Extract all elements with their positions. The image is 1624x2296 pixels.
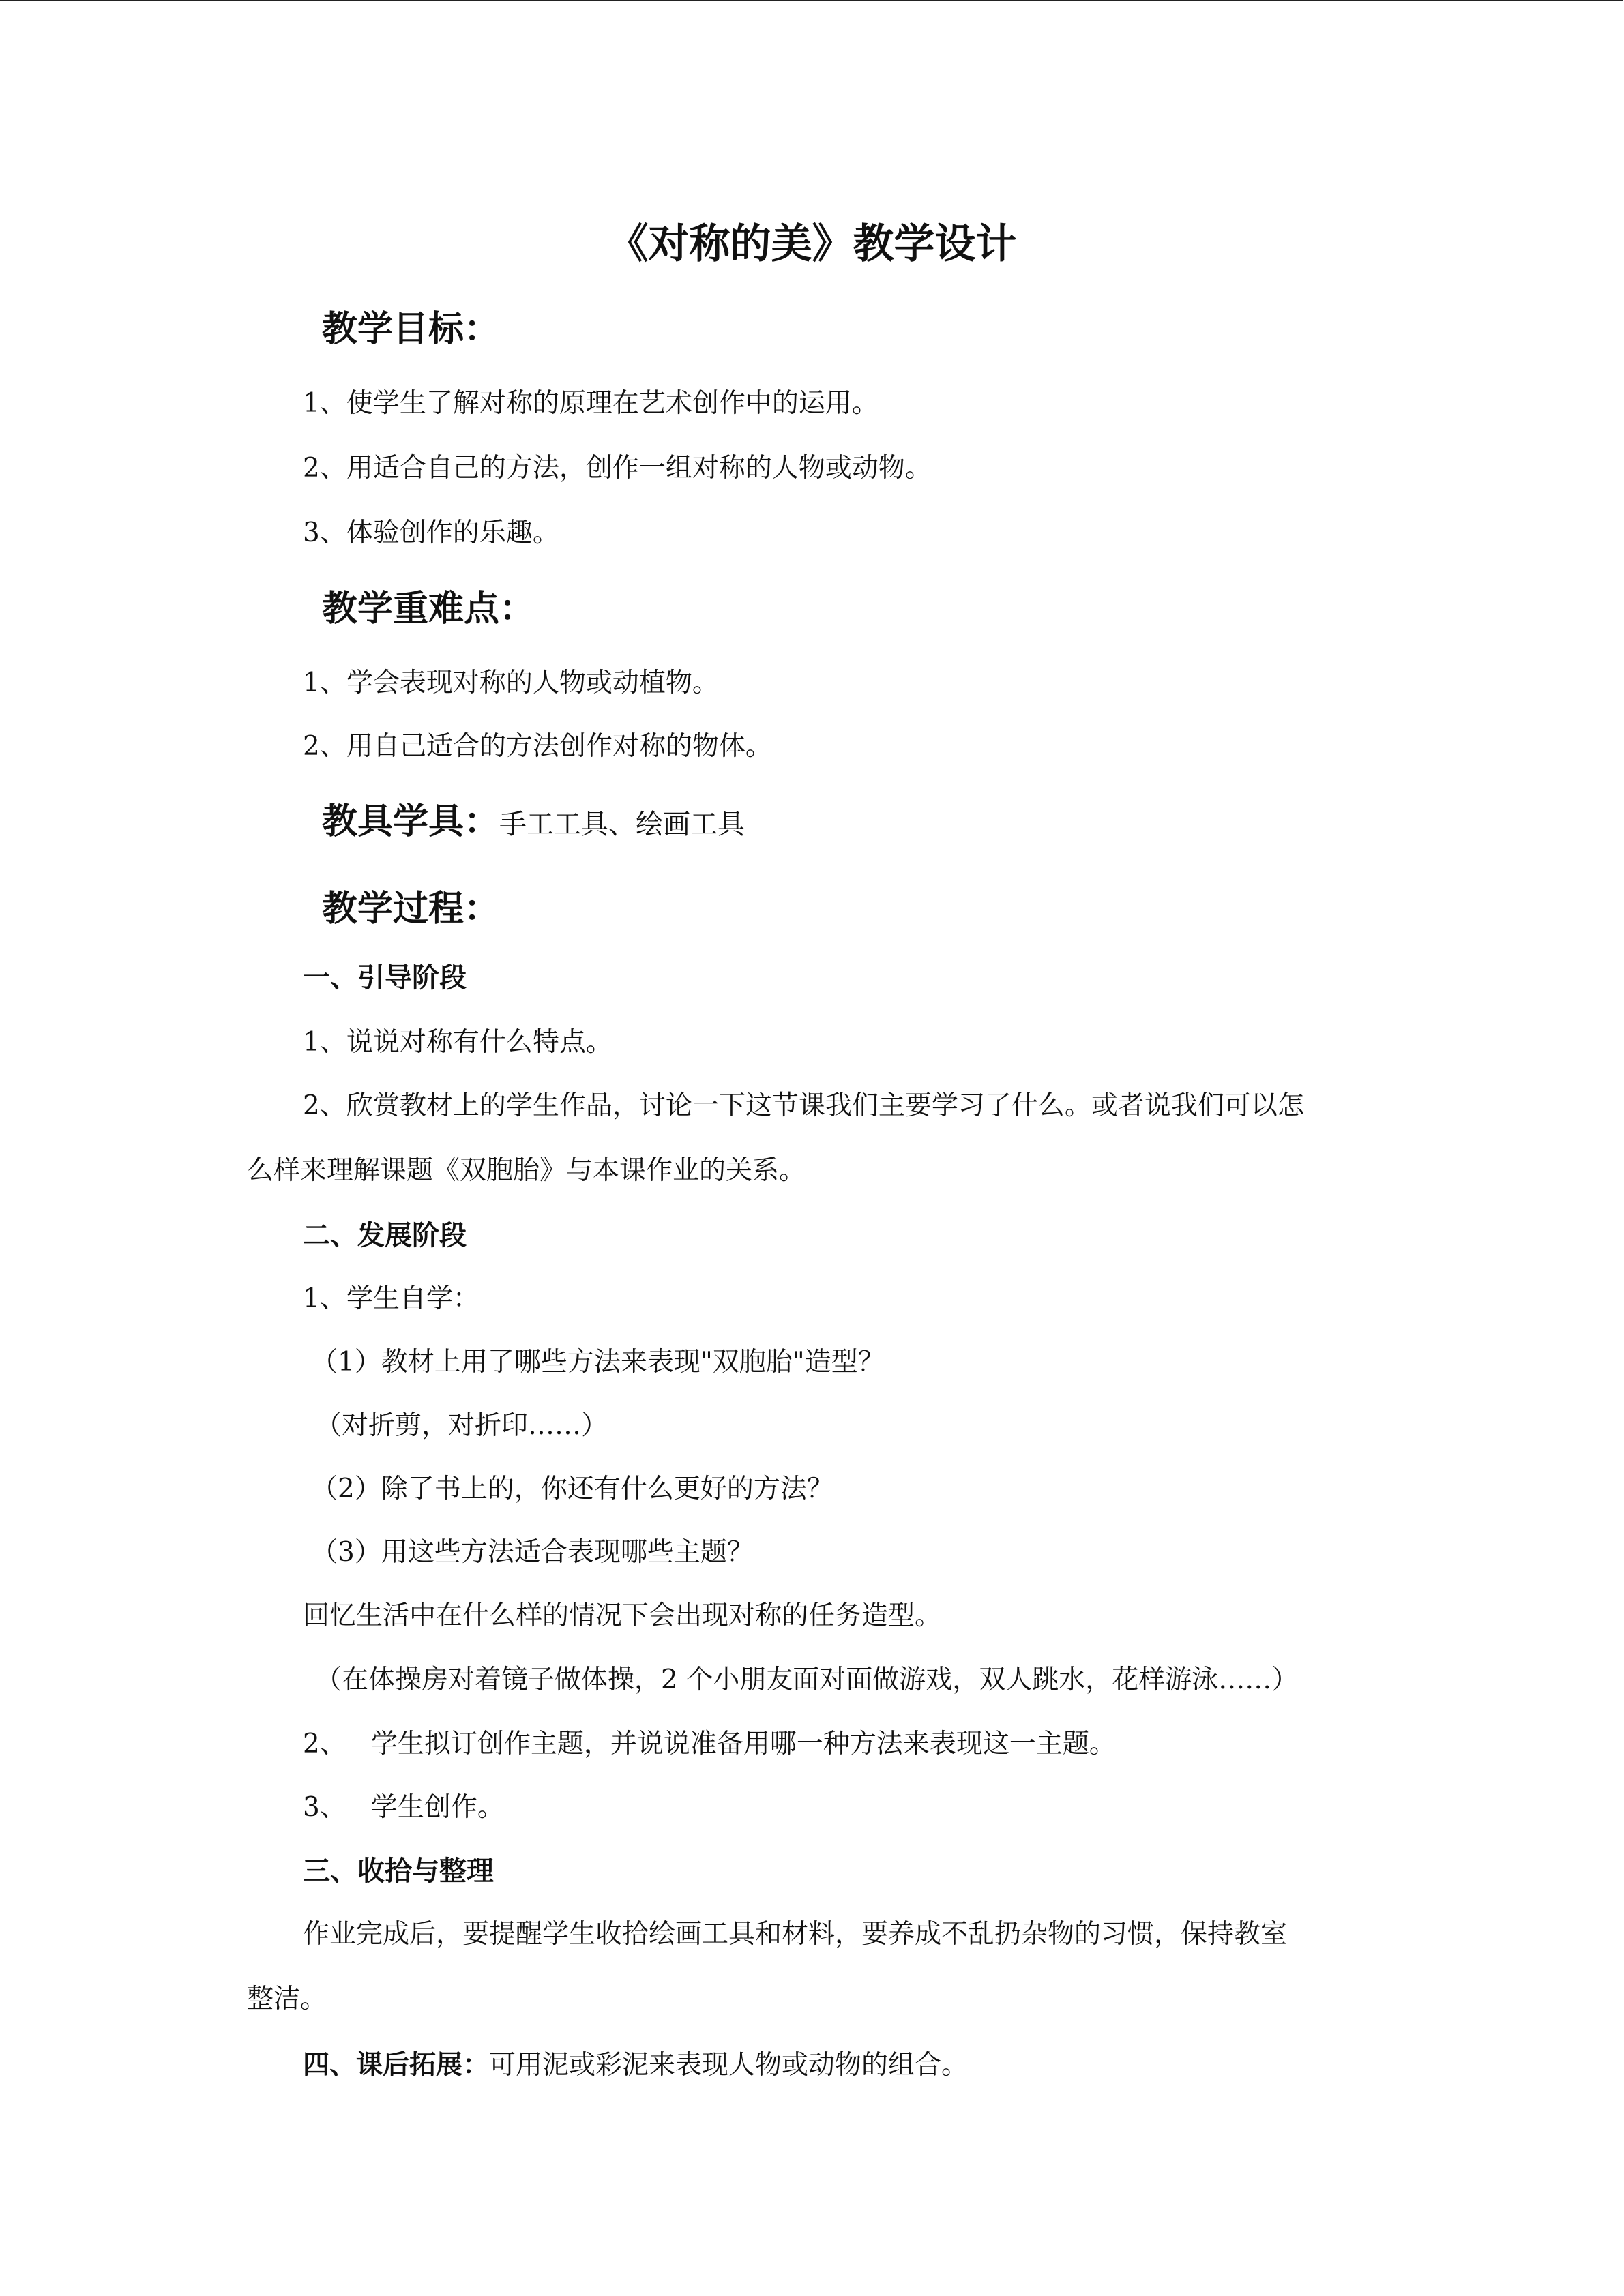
stage2-question-1: （1）教材上用了哪些方法来表现"双胞胎"造型？	[311, 1347, 885, 1377]
key-point-item-1: 1、学会表现对称的人物或动植物。	[303, 668, 719, 698]
objective-item-1: 1、使学生了解对称的原理在艺术创作中的运用。	[303, 388, 879, 419]
process-heading: 教学过程：	[322, 889, 500, 929]
stage2-item-2	[303, 1723, 1116, 1761]
key-points-heading: 教学重难点：	[322, 588, 535, 629]
stage2-recall-example: （在体操房对着镜子做体操，2 个小朋友面对面做游戏，双人跳水，花样游泳……）	[315, 1665, 1299, 1695]
stage1-item-2-line2: 么样来理解课题《双胞胎》与本课作业的关系。	[247, 1155, 806, 1186]
stage3-heading: 三、收拾与整理	[303, 1855, 494, 1887]
objectives-heading: 教学目标：	[322, 309, 500, 350]
stage4-heading: 四、课后拓展：	[303, 2050, 490, 2081]
stage2-item-3-number: 3、	[303, 1792, 346, 1823]
stage2-recall: 回忆生活中在什么样的情况下会出现对称的任务造型。	[303, 1600, 942, 1631]
stage2-heading: 二、发展阶段	[303, 1220, 467, 1251]
stage2-item-3	[303, 1786, 504, 1824]
stage2-item-1: 1、学生自学：	[303, 1283, 479, 1314]
tools-row	[322, 792, 745, 844]
stage4-row	[303, 2044, 968, 2082]
tools-heading: 教具学具：	[322, 801, 500, 842]
stage3-text-line1: 作业完成后，要提醒学生收拾绘画工具和材料，要养成不乱扔杂物的习惯，保持教室	[303, 1919, 1288, 1950]
stage2-item-2-text: 学生拟订创作主题，并说说准备用哪一种方法来表现这一主题。	[370, 1729, 1116, 1759]
stage3-text-line2: 整洁。	[247, 1984, 327, 2014]
stage4-text: 可用泥或彩泥来表现人物或动物的组合。	[489, 2050, 969, 2081]
stage2-item-3-text: 学生创作。	[370, 1792, 504, 1823]
stage2-question-3: （3）用这些方法适合表现哪些主题？	[311, 1537, 754, 1568]
stage2-item-2-number: 2、	[303, 1729, 346, 1759]
stage2-answer-1: （对折剪，对折印……）	[315, 1410, 608, 1441]
tools-text: 手工工具、绘画工具	[499, 809, 745, 840]
document-title: 《对称的美》教学设计	[607, 220, 1017, 268]
stage1-item-1: 1、说说对称有什么特点。	[303, 1027, 612, 1058]
objective-item-3: 3、体验创作的乐趣。	[303, 518, 559, 548]
stage1-item-2-line1: 2、欣赏教材上的学生作品，讨论一下这节课我们主要学习了什么。或者说我们可以怎	[303, 1090, 1304, 1121]
key-point-item-2: 2、用自己适合的方法创作对称的物体。	[303, 731, 772, 762]
stage1-heading: 一、引导阶段	[303, 962, 467, 994]
objective-item-2: 2、用适合自己的方法，创作一组对称的人物或动物。	[303, 453, 932, 483]
stage2-question-2: （2）除了书上的，你还有什么更好的方法？	[311, 1474, 833, 1504]
